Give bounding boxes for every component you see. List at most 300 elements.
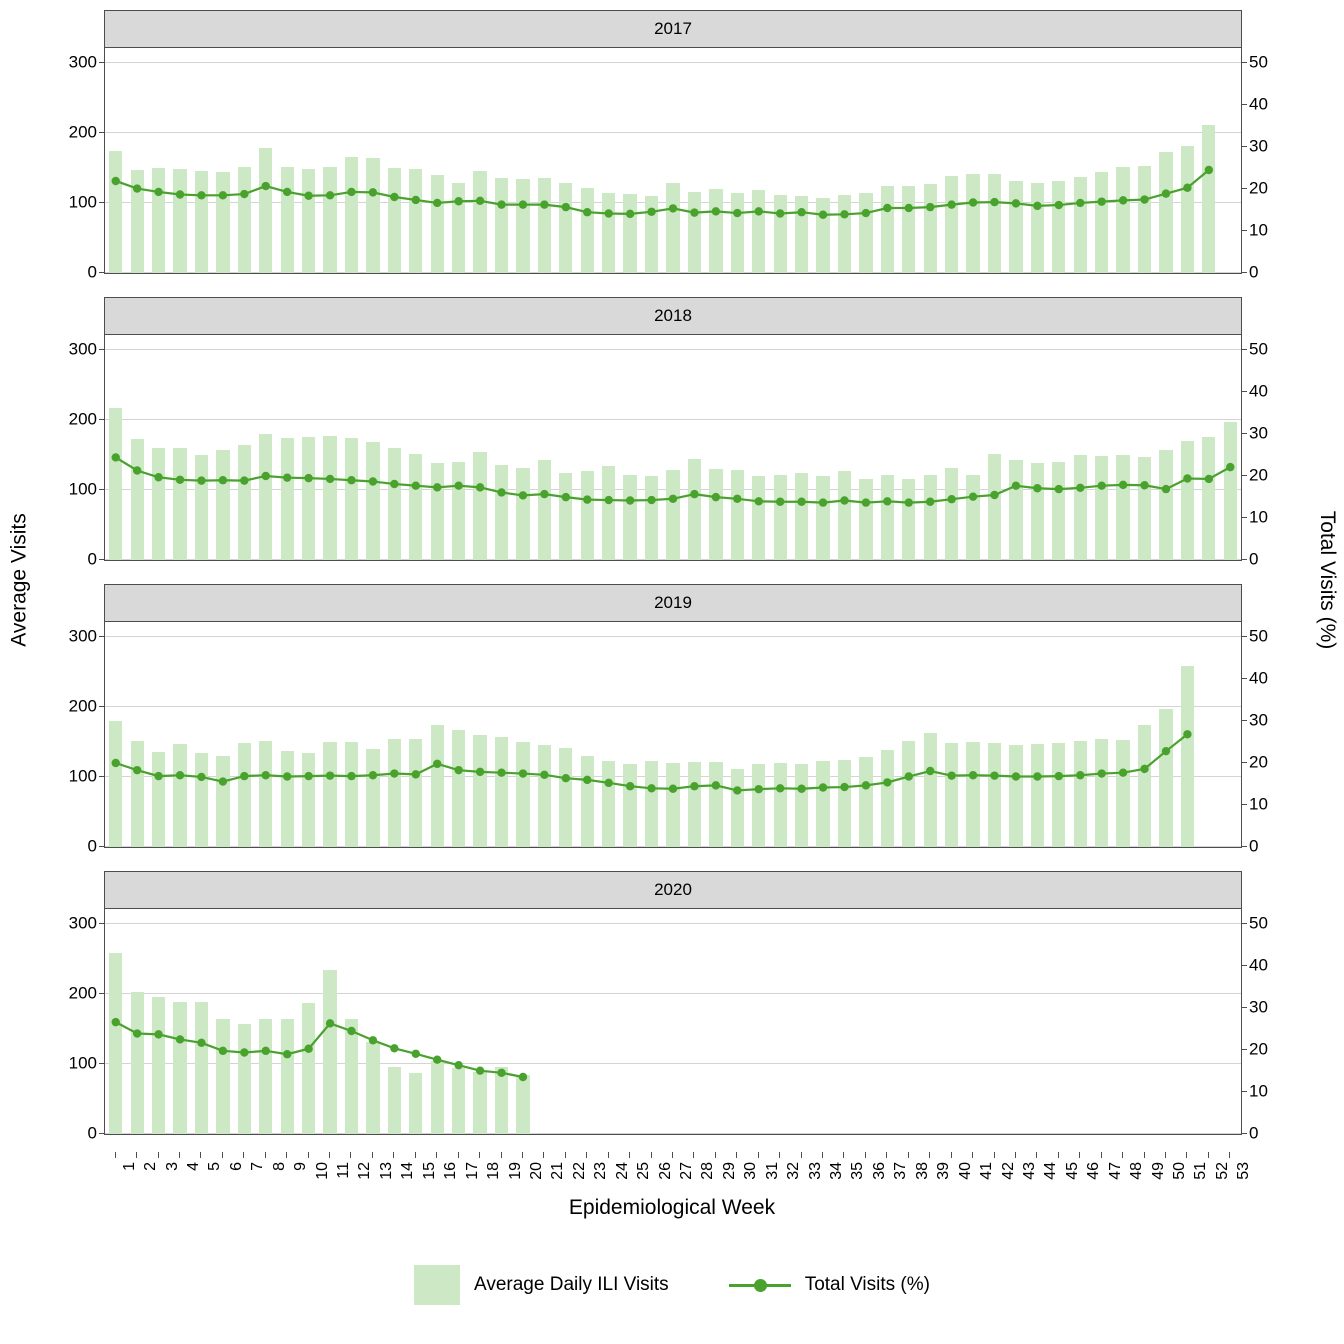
x-tick [715,1152,716,1158]
line-point [562,774,570,782]
line-point [583,208,591,216]
x-tick-label: 18 [485,1162,503,1180]
y-tick-label-right: 30 [1249,710,1268,730]
x-tick [1101,1152,1102,1158]
line-point [776,784,784,792]
x-tick-label: 27 [678,1162,695,1180]
y-tick-label-left: 300 [68,626,97,646]
y-tick-label-right: 30 [1249,997,1268,1017]
x-tick-label: 43 [1020,1162,1038,1180]
line-point [369,188,377,196]
x-tick [393,1152,394,1158]
x-tick [115,1152,116,1158]
y-tick-right [1241,804,1247,805]
line-point [326,1019,334,1027]
line-point [240,1048,248,1056]
x-tick [458,1152,459,1158]
line-point [1119,196,1127,204]
panel-title-2019: 2019 [104,584,1242,622]
x-tick-label: 33 [806,1162,824,1180]
line-point [1012,772,1020,780]
line-point [1055,485,1063,493]
line-point [326,475,334,483]
line-point [712,493,720,501]
x-tick [994,1152,995,1158]
line-point [454,481,462,489]
x-tick-label: 32 [785,1162,803,1180]
line-point [797,785,805,793]
y-tick-label-right: 50 [1249,339,1268,359]
line-point [926,203,934,211]
line-point [112,177,120,185]
y-tick-right [1241,272,1247,273]
line-point [690,208,698,216]
panel-title-2018: 2018 [104,297,1242,335]
x-tick [1144,1152,1145,1158]
x-tick [179,1152,180,1158]
legend-label-bars: Average Daily ILI Visits [474,1274,669,1295]
line-point [347,772,355,780]
x-tick [1015,1152,1016,1158]
x-tick [543,1152,544,1158]
line-series [105,909,1241,1134]
line-point [433,199,441,207]
x-axis-title: Epidemiological Week [568,1196,776,1219]
line-point [112,1018,120,1026]
y-tick-right [1241,146,1247,147]
line-point [990,198,998,206]
line-point [840,783,848,791]
x-tick [200,1152,201,1158]
x-tick [608,1152,609,1158]
x-tick [1058,1152,1059,1158]
plot-area-2019 [68,622,1268,856]
y-tick-label-right: 10 [1249,507,1268,527]
line-point [1226,463,1234,471]
line-point [519,1073,527,1081]
x-tick-label: 13 [377,1162,395,1180]
x-tick-label: 23 [592,1162,610,1180]
y-tick-label-left: 300 [68,339,97,359]
panel-2020 [68,871,1268,1143]
line-point [1097,481,1105,489]
line-point [176,190,184,198]
y-tick-label-right: 40 [1249,668,1268,688]
y-tick-right [1241,230,1247,231]
line-series [105,335,1241,560]
line-point [1140,195,1148,203]
y-tick-right [1241,188,1247,189]
y-tick-label-left: 300 [68,52,97,72]
line-point [605,496,613,504]
plot-area-2017 [68,48,1268,282]
x-tick [736,1152,737,1158]
line-point [262,472,270,480]
line-point [883,204,891,212]
x-tick-label: 16 [442,1162,460,1180]
line-point [154,188,162,196]
line-point [519,491,527,499]
y-axis-title-left: Average Visits [8,513,31,647]
line-point [369,477,377,485]
y-tick-label-left: 0 [87,549,97,569]
line-point [283,1050,291,1058]
line-point [1162,189,1170,197]
x-tick-label: 44 [1042,1162,1060,1180]
line-point [1162,485,1170,493]
line-point [347,476,355,484]
line-point [819,211,827,219]
y-tick-label-right: 30 [1249,423,1268,443]
line-point [347,188,355,196]
y-tick-label-left: 0 [87,262,97,282]
y-tick-label-right: 10 [1249,794,1268,814]
line-point [133,1029,141,1037]
chart-legend [0,1255,1344,1315]
x-tick-label: 15 [420,1162,438,1180]
x-tick-label: 21 [549,1162,567,1180]
y-tick-right [1241,104,1247,105]
x-tick-label: 34 [828,1162,846,1180]
line-point [454,197,462,205]
y-axis-title-right: Total Visits (%) [1316,510,1340,650]
line-point [862,781,870,789]
line-point [1183,474,1191,482]
x-tick [886,1152,887,1158]
line-point [1012,481,1020,489]
x-tick-label: 5 [206,1162,224,1171]
line-point [262,182,270,190]
line-point [990,771,998,779]
line-point [819,498,827,506]
line-point [840,210,848,218]
legend-item-line [729,1274,930,1296]
x-tick-label: 31 [763,1162,781,1180]
x-tick [1079,1152,1080,1158]
line-point [605,779,613,787]
x-tick [501,1152,502,1158]
legend-item-bars [414,1265,669,1305]
line-point [776,498,784,506]
y-tick-right [1241,475,1247,476]
line-point [990,491,998,499]
line-point [476,197,484,205]
x-tick-label: 12 [356,1162,374,1180]
x-tick-label: 20 [527,1162,545,1180]
line-point [969,771,977,779]
x-axis [104,1152,1253,1212]
line-series [105,48,1241,273]
x-tick [865,1152,866,1158]
line-point [1205,475,1213,483]
line-point [133,466,141,474]
line-point [905,772,913,780]
y-tick-label-right: 0 [1249,836,1259,856]
line-point [647,784,655,792]
x-tick-label: 26 [656,1162,674,1180]
x-tick [801,1152,802,1158]
y-tick-label-right: 20 [1249,752,1268,772]
line-point [240,772,248,780]
legend-label-line: Total Visits (%) [804,1274,930,1295]
x-tick-label: 40 [956,1162,974,1180]
y-tick-right [1241,720,1247,721]
line-point [1097,197,1105,205]
x-tick [350,1152,351,1158]
y-tick-label-right: 0 [1249,549,1259,569]
line-point [755,207,763,215]
x-tick-label: 41 [978,1162,996,1180]
line-point [605,209,613,217]
y-tick-label-right: 10 [1249,1081,1268,1101]
line-point [969,492,977,500]
x-tick-label: 47 [1106,1162,1124,1180]
line-point [540,490,548,498]
line-point [883,778,891,786]
x-tick-label: 48 [1128,1162,1146,1180]
line-point [519,769,527,777]
line-point [562,493,570,501]
line-point [283,188,291,196]
y-tick-label-left: 200 [68,983,97,1003]
line-point [797,498,805,506]
y-tick-label-right: 40 [1249,381,1268,401]
line-point [476,483,484,491]
x-tick [1122,1152,1123,1158]
line-point [862,209,870,217]
line-point [883,497,891,505]
line-point [369,1036,377,1044]
plot-area-2018 [68,335,1268,569]
line-point [197,1039,205,1047]
y-tick-label-right: 40 [1249,955,1268,975]
x-tick-label: 1 [120,1162,138,1171]
line-point [390,480,398,488]
x-tick-label: 7 [249,1162,267,1171]
line-point [390,193,398,201]
y-tick-right [1241,762,1247,763]
line-point [1033,772,1041,780]
panel-title-2020: 2020 [104,871,1242,909]
line-point [1162,747,1170,755]
panel-title-2017: 2017 [104,10,1242,48]
y-tick-label-right: 10 [1249,220,1268,240]
line-point [733,786,741,794]
line-point [947,200,955,208]
x-tick [1208,1152,1209,1158]
y-tick-label-left: 100 [68,479,97,499]
line-point [1140,765,1148,773]
y-tick-label-right: 50 [1249,52,1268,72]
x-tick-label: 24 [613,1162,631,1180]
line-point [133,766,141,774]
x-tick [822,1152,823,1158]
y-tick-label-left: 300 [68,913,97,933]
line-point [1140,481,1148,489]
line-point [690,490,698,498]
line-point [669,204,677,212]
line-point [712,207,720,215]
x-tick [436,1152,437,1158]
x-tick [222,1152,223,1158]
y-tick-right [1241,923,1247,924]
x-tick-label: 2 [142,1162,160,1171]
line-point [1076,484,1084,492]
y-tick-label-right: 20 [1249,1039,1268,1059]
line-point [176,476,184,484]
line-point [1183,730,1191,738]
line-point [262,1047,270,1055]
line-point [240,190,248,198]
line-point [905,498,913,506]
line-point [969,198,977,206]
x-tick [1186,1152,1187,1158]
x-tick-label: 19 [506,1162,524,1180]
y-tick-label-right: 30 [1249,136,1268,156]
line-point [1097,769,1105,777]
y-tick-label-right: 20 [1249,178,1268,198]
x-tick [629,1152,630,1158]
line-point [626,210,634,218]
x-tick [758,1152,759,1158]
x-tick [329,1152,330,1158]
line-point [540,200,548,208]
x-tick [1229,1152,1230,1158]
line-point [755,497,763,505]
y-tick-right [1241,349,1247,350]
x-tick-label: 30 [742,1162,760,1180]
x-tick-label: 29 [720,1162,738,1180]
line-point [926,767,934,775]
line-point [304,772,312,780]
y-tick-label-left: 200 [68,409,97,429]
line-point [669,495,677,503]
x-tick-label: 51 [1192,1162,1210,1180]
x-tick [586,1152,587,1158]
x-tick-label: 35 [849,1162,867,1180]
line-point [369,771,377,779]
y-tick-right [1241,1007,1247,1008]
x-tick [651,1152,652,1158]
x-tick [565,1152,566,1158]
line-point [797,208,805,216]
line-point [112,759,120,767]
x-tick [372,1152,373,1158]
x-tick-label: 53 [1235,1162,1253,1180]
line-point [283,473,291,481]
x-tick [693,1152,694,1158]
line-point [497,1069,505,1077]
x-tick-label: 3 [163,1162,181,1171]
y-tick-label-left: 0 [87,1123,97,1143]
x-tick [243,1152,244,1158]
line-point [776,209,784,217]
x-tick-label: 49 [1149,1162,1167,1180]
line-point [497,768,505,776]
x-tick-label: 9 [292,1162,310,1171]
line-point [647,208,655,216]
x-tick-label: 42 [999,1162,1017,1180]
line-point [626,782,634,790]
x-tick [1036,1152,1037,1158]
y-tick-label-right: 40 [1249,94,1268,114]
line-point [1076,771,1084,779]
line-point [1119,768,1127,776]
line-point [412,770,420,778]
line-point [197,773,205,781]
line-point [519,200,527,208]
line-point [1012,199,1020,207]
y-tick-right [1241,517,1247,518]
panel-2018 [68,297,1268,569]
line-point [862,498,870,506]
line-point [905,204,913,212]
x-tick [522,1152,523,1158]
line-point [497,200,505,208]
x-tick-label: 38 [913,1162,931,1180]
legend-swatch-line [729,1274,791,1296]
y-tick-right [1241,965,1247,966]
x-tick [136,1152,137,1158]
y-tick-label-left: 0 [87,836,97,856]
line-point [755,785,763,793]
y-tick-label-left: 200 [68,696,97,716]
line-point [240,476,248,484]
line-point [926,498,934,506]
x-tick-label: 10 [313,1162,331,1180]
line-point [819,783,827,791]
x-tick-label: 8 [270,1162,288,1171]
y-tick-right [1241,1049,1247,1050]
line-point [219,191,227,199]
x-tick [951,1152,952,1158]
x-tick [1165,1152,1166,1158]
x-tick [158,1152,159,1158]
line-point [1205,166,1213,174]
x-tick-label: 14 [399,1162,417,1180]
x-tick-label: 28 [699,1162,717,1180]
line-point [390,769,398,777]
x-tick-label: 52 [1213,1162,1231,1180]
line-point [1033,484,1041,492]
line-point [133,184,141,192]
x-tick-label: 50 [1170,1162,1188,1180]
y-tick-label-right: 0 [1249,1123,1259,1143]
x-tick [843,1152,844,1158]
x-tick-label: 39 [935,1162,953,1180]
line-point [304,192,312,200]
line-point [647,496,655,504]
x-tick-label: 4 [185,1162,203,1171]
line-point [347,1027,355,1035]
line-point [1183,184,1191,192]
panel-2019 [68,584,1268,856]
x-tick-label: 45 [1063,1162,1081,1180]
line-point [433,483,441,491]
x-tick-label: 22 [570,1162,588,1180]
x-tick [479,1152,480,1158]
line-point [176,771,184,779]
y-tick-label-left: 200 [68,122,97,142]
line-point [112,453,120,461]
x-tick [415,1152,416,1158]
y-tick-label-left: 100 [68,192,97,212]
line-point [669,785,677,793]
x-tick-label: 37 [892,1162,910,1180]
line-point [476,768,484,776]
line-point [154,473,162,481]
x-tick [929,1152,930,1158]
